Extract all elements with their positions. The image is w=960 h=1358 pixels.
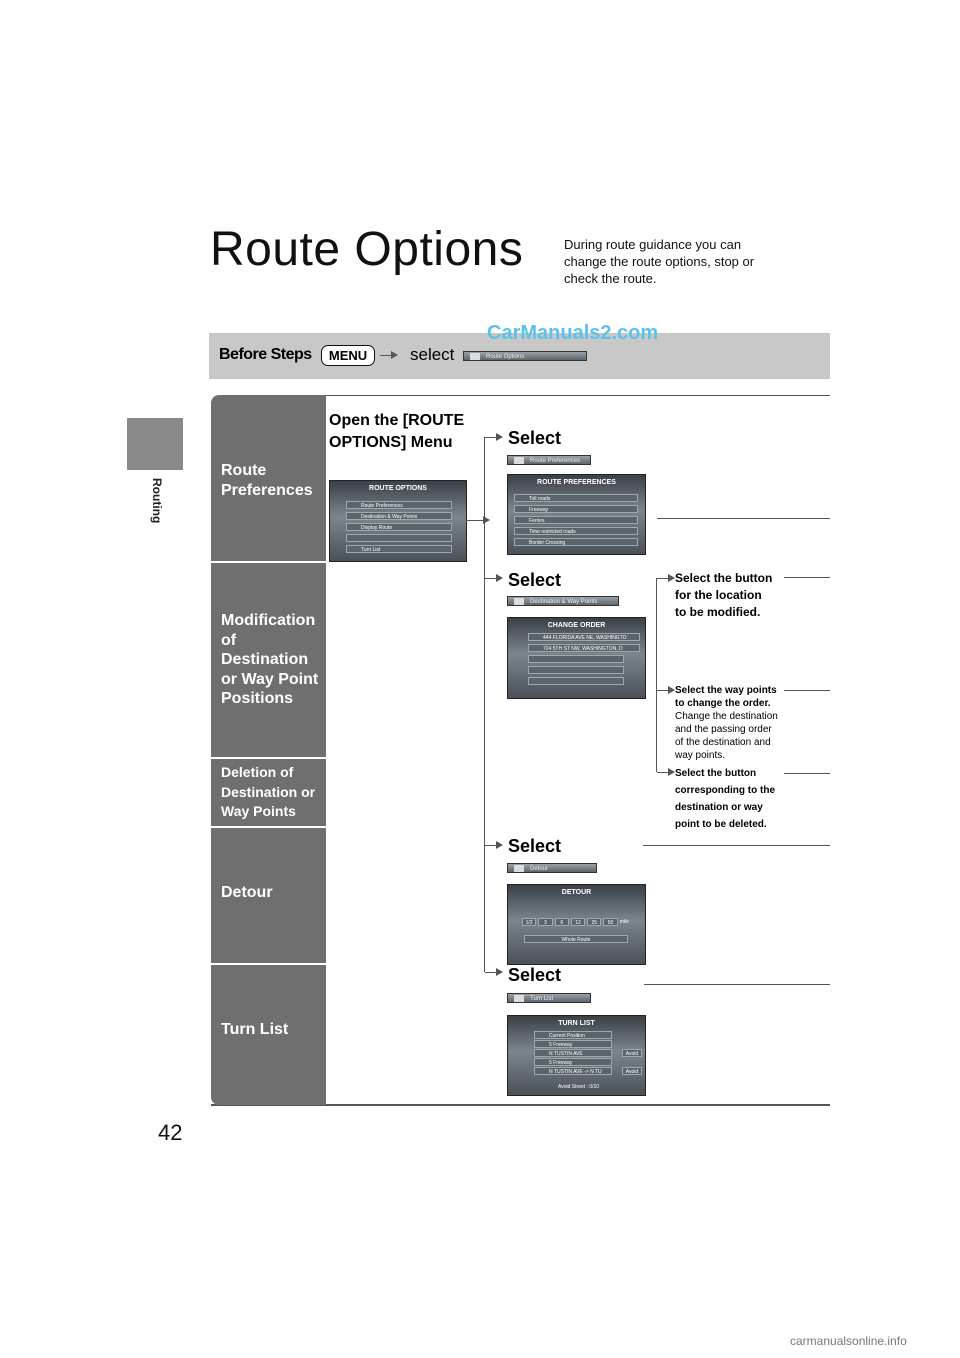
select-label: Select bbox=[508, 965, 562, 985]
section-label: Routing bbox=[150, 478, 164, 524]
destination-way-points-button[interactable] bbox=[507, 596, 619, 606]
table-top-line bbox=[326, 395, 830, 396]
footer-watermark: carmanualsonline.info bbox=[790, 1334, 907, 1348]
whole-route-button[interactable]: Whole Route bbox=[524, 935, 628, 943]
connector-vertical bbox=[656, 578, 657, 772]
destination-row[interactable]: 724 5TH ST NW, WASHINGTON, D bbox=[528, 644, 640, 652]
distance-button[interactable]: 12 bbox=[571, 918, 585, 926]
screen-title: DETOUR bbox=[561, 889, 592, 896]
detour-screen bbox=[507, 884, 646, 965]
result-line bbox=[784, 577, 830, 578]
category-route-preferences: Route Preferences bbox=[211, 395, 326, 561]
category-modification: Modification of Destination or Way Point Positions bbox=[211, 563, 326, 757]
distance-unit: mile bbox=[619, 919, 629, 925]
arrow-icon bbox=[657, 772, 669, 773]
pref-row[interactable]: Time restricted roads bbox=[514, 527, 638, 535]
button-label: Route Preferences bbox=[530, 458, 581, 464]
distance-button[interactable]: 3 bbox=[538, 918, 552, 926]
note-change-order bbox=[675, 684, 780, 762]
arrow-icon bbox=[657, 690, 669, 691]
result-line bbox=[657, 518, 830, 519]
note-bold: Select the way points to change the order. bbox=[675, 685, 777, 709]
button-label: Detour bbox=[530, 866, 549, 872]
category-turn-list: Turn List bbox=[211, 965, 326, 1105]
menu-row[interactable]: Destination & Way Points bbox=[346, 512, 452, 520]
screen-title: ROUTE PREFERENCES bbox=[537, 479, 616, 486]
pref-row[interactable]: Border Crossing bbox=[514, 538, 638, 546]
pref-row[interactable]: Toll roads bbox=[514, 494, 638, 502]
arrow-icon bbox=[485, 437, 497, 438]
watermark: CarManuals2.com bbox=[487, 322, 659, 344]
avoid-button[interactable]: Avoid bbox=[622, 1067, 642, 1075]
category-detour: Detour bbox=[211, 828, 326, 963]
result-line bbox=[643, 845, 830, 846]
flag-icon bbox=[514, 598, 524, 605]
section-tab bbox=[127, 418, 183, 470]
menu-row[interactable]: Route Preferences bbox=[346, 501, 452, 509]
avoid-street-count: Avoid Street : 0/10 bbox=[558, 1084, 600, 1090]
select-label: Select bbox=[508, 570, 562, 590]
page-number: 42 bbox=[158, 1120, 183, 1145]
route-options-label: Route Options bbox=[486, 354, 525, 360]
distance-button[interactable]: 50 bbox=[603, 918, 617, 926]
arrow-icon bbox=[485, 845, 497, 846]
note-modify: Select the button for the location to be modified. bbox=[675, 571, 773, 619]
menu-button[interactable]: MENU bbox=[321, 345, 375, 366]
result-line bbox=[644, 984, 830, 985]
empty-row[interactable] bbox=[528, 655, 624, 663]
distance-button[interactable]: 1/2 bbox=[522, 918, 536, 926]
turn-row[interactable]: 5 Freeway bbox=[534, 1058, 612, 1066]
category-deletion: Deletion of Destination or Way Points bbox=[211, 759, 326, 826]
arrow-icon bbox=[380, 355, 392, 356]
pref-row[interactable]: Freeway bbox=[514, 505, 638, 513]
arrow-icon bbox=[485, 578, 497, 579]
turn-list-screen bbox=[507, 1015, 646, 1096]
change-order-screen bbox=[507, 617, 646, 699]
arrow-icon bbox=[657, 578, 669, 579]
route-icon bbox=[514, 457, 524, 464]
screen-title: TURN LIST bbox=[558, 1020, 595, 1027]
menu-row[interactable]: Turn List bbox=[346, 545, 452, 553]
route-icon bbox=[470, 353, 480, 360]
route-options-menu-item[interactable] bbox=[463, 351, 587, 361]
select-label: Select bbox=[508, 836, 562, 856]
result-line bbox=[784, 773, 830, 774]
arrow-icon bbox=[485, 972, 497, 973]
turn-row[interactable]: 5 Freeway bbox=[534, 1040, 612, 1048]
result-line bbox=[784, 690, 830, 691]
distance-row bbox=[522, 918, 632, 928]
before-select-text: select bbox=[410, 345, 455, 364]
detour-icon bbox=[514, 865, 524, 872]
list-icon bbox=[514, 995, 524, 1002]
before-steps-label: Before Steps bbox=[219, 346, 312, 363]
turn-row[interactable]: Current Position bbox=[534, 1031, 612, 1039]
destination-row[interactable]: 444 FLORIDA AVE NE, WASHINGTO bbox=[528, 633, 640, 641]
select-label: Select bbox=[508, 428, 562, 448]
note-text: Change the destination and the passing order of the destination and way points. bbox=[675, 711, 778, 761]
empty-row[interactable] bbox=[528, 677, 624, 685]
turn-row[interactable]: N TUSTIN AVE -> N TU bbox=[534, 1067, 612, 1075]
route-options-screen bbox=[329, 480, 467, 562]
turn-list-button[interactable] bbox=[507, 993, 591, 1003]
menu-row[interactable]: Display Route bbox=[346, 523, 452, 531]
distance-button[interactable]: 6 bbox=[555, 918, 569, 926]
button-label: Destination & Way Points bbox=[530, 599, 598, 605]
screen-title: CHANGE ORDER bbox=[547, 622, 606, 629]
intro-text: During route guidance you can change the route options, stop or check the route. bbox=[564, 237, 755, 286]
route-preferences-button[interactable] bbox=[507, 455, 591, 465]
connector-vertical bbox=[484, 437, 485, 972]
button-label: Turn List bbox=[530, 996, 554, 1002]
route-preferences-screen bbox=[507, 474, 646, 555]
turn-row[interactable]: N TUSTIN AVE bbox=[534, 1049, 612, 1057]
avoid-button[interactable]: Avoid bbox=[622, 1049, 642, 1057]
pref-row[interactable]: Ferries bbox=[514, 516, 638, 524]
detour-button[interactable] bbox=[507, 863, 597, 873]
page-title: Route Options bbox=[210, 223, 524, 276]
distance-button[interactable]: 25 bbox=[587, 918, 601, 926]
note-delete: Select the button corresponding to the destination or way point to be deleted. bbox=[675, 768, 775, 830]
open-menu-text: Open the [ROUTE OPTIONS] Menu bbox=[329, 412, 465, 451]
screen-title: ROUTE OPTIONS bbox=[369, 485, 427, 492]
arrow-icon bbox=[472, 520, 484, 521]
empty-row[interactable] bbox=[528, 666, 624, 674]
menu-row[interactable] bbox=[346, 534, 452, 542]
